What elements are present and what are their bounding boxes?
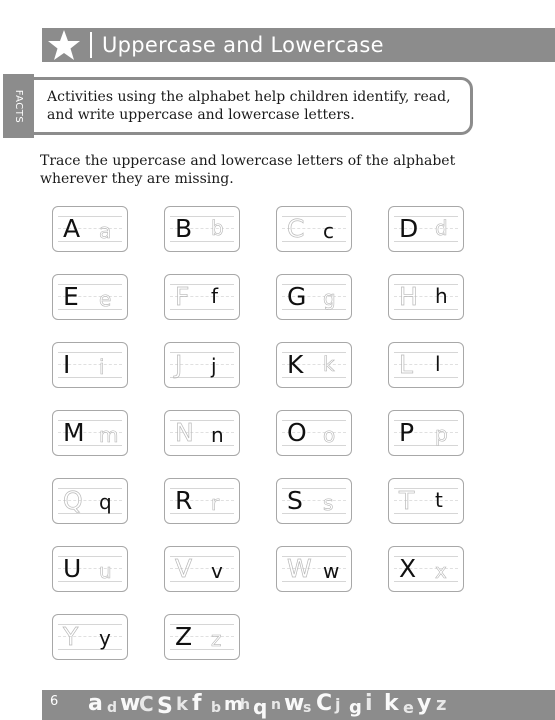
page-number: 6 [50,694,59,709]
footer-letter: a [88,691,103,717]
footer-letter: S [157,694,173,720]
letter-card-z [164,614,240,660]
facts-tab-label-wrap [3,74,34,138]
lowercase-trace-letter: o [323,423,336,447]
letter-card-v [164,546,240,592]
uppercase-letter: E [63,282,79,311]
footer-letter: w [120,691,141,717]
letter-card-a [52,206,128,252]
letter-card-j [164,342,240,388]
letter-card-m [52,410,128,456]
footer-letter: i [365,691,373,717]
lowercase-letter: j [211,354,217,378]
footer-letter: n [271,697,281,713]
uppercase-trace-letter: J [175,350,183,379]
lowercase-trace-letter: k [323,352,335,376]
lowercase-trace-letter: x [435,559,447,583]
footer-letter: q [253,695,268,720]
footer-letter: k [176,693,188,715]
uppercase-letter: U [63,554,82,583]
uppercase-letter: Z [175,622,193,651]
uppercase-letter: I [63,350,71,379]
letter-card-o [276,410,352,456]
letter-card-u [52,546,128,592]
uppercase-letter: R [175,486,193,515]
footer-letter: d [107,700,118,716]
facts-text-line-2: and write uppercase and lowercase letters. [47,107,355,123]
letter-card-e [52,274,128,320]
instructions [40,152,480,188]
lowercase-trace-letter: m [99,423,119,447]
footer-letter: s [303,700,312,716]
uppercase-trace-letter: N [175,418,194,447]
page-title: Uppercase and Lowercase [102,33,384,57]
facts-text-line-1: Activities using the alphabet help children identify, read, [47,89,451,105]
uppercase-trace-letter: C [287,214,305,243]
letter-card-f [164,274,240,320]
uppercase-letter: G [287,282,307,311]
title-banner [42,28,555,62]
lowercase-letter: q [99,490,112,514]
uppercase-letter: D [399,214,419,243]
letter-card-g [276,274,352,320]
letter-card-t [388,478,464,524]
letter-card-x [388,546,464,592]
footer-letter: w [284,691,305,717]
footer-letter: f [192,691,202,717]
uppercase-trace-letter: F [175,282,190,311]
uppercase-trace-letter: Y [63,622,79,651]
uppercase-letter: K [287,350,304,379]
letter-card-c [276,206,352,252]
uppercase-trace-letter: L [399,350,413,379]
letter-card-n [164,410,240,456]
uppercase-letter: P [399,418,415,447]
lowercase-trace-letter: u [99,559,112,583]
letter-card-y [52,614,128,660]
lowercase-letter: w [323,559,340,583]
star-icon [44,28,84,62]
uppercase-trace-letter: W [287,554,312,583]
uppercase-trace-letter: T [399,486,415,515]
footer-letter: C [139,692,154,717]
letter-card-s [276,478,352,524]
letter-card-q [52,478,128,524]
lowercase-letter: y [99,626,111,650]
lowercase-letter: v [211,559,223,583]
lowercase-letter: l [435,352,441,376]
lowercase-letter: t [435,488,443,512]
letter-card-l [388,342,464,388]
lowercase-trace-letter: r [211,491,220,515]
uppercase-letter: X [399,554,417,583]
lowercase-letter: c [323,219,334,243]
letter-card-k [276,342,352,388]
uppercase-trace-letter: V [175,554,193,583]
footer-letter: j [335,694,341,714]
footer-letter: m [224,693,243,715]
footer-letter: k [384,691,399,717]
lowercase-trace-letter: i [99,355,105,379]
footer-letter: h [240,697,250,713]
letter-card-i [52,342,128,388]
uppercase-letter: A [63,214,81,243]
banner-divider [90,32,92,58]
lowercase-trace-letter: z [211,627,222,651]
lowercase-trace-letter: p [435,422,448,446]
uppercase-letter: S [287,486,303,515]
lowercase-letter: n [211,423,224,447]
lowercase-trace-letter: g [323,286,336,310]
letter-card-r [164,478,240,524]
letter-card-d [388,206,464,252]
footer-letter: y [417,691,432,717]
facts-tab-label: FACTS [13,89,24,123]
letter-card-p [388,410,464,456]
uppercase-trace-letter: Q [63,486,83,515]
footer-letter: g [349,696,362,718]
lowercase-trace-letter: e [99,287,112,311]
uppercase-trace-letter: H [399,282,418,311]
footer-letter: z [436,693,447,715]
lowercase-trace-letter: d [435,216,448,240]
lowercase-letter: f [211,284,219,308]
letter-card-b [164,206,240,252]
lowercase-trace-letter: s [323,491,334,515]
letter-card-h [388,274,464,320]
lowercase-trace-letter: a [99,219,112,243]
lowercase-letter: h [435,284,448,308]
facts-text [47,88,467,124]
instructions-line-2: wherever they are missing. [40,171,234,187]
uppercase-letter: M [63,418,85,447]
footer-letter: e [403,697,414,717]
instructions-line-1: Trace the uppercase and lowercase letters of the alphabet [40,153,456,169]
letter-card-w [276,546,352,592]
lowercase-trace-letter: b [211,216,224,240]
footer-letter: b [211,700,222,716]
uppercase-letter: B [175,214,193,243]
uppercase-letter: O [287,418,307,447]
footer-letter: C [316,691,333,717]
